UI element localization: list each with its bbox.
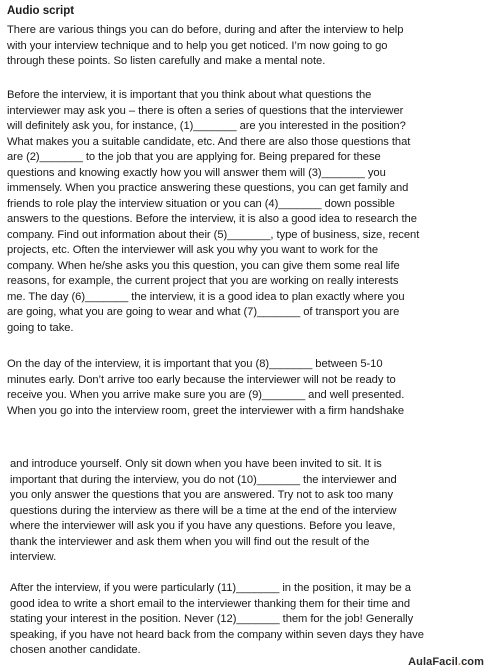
paragraph-line: questions and knowing exactly how you will answer them will (3)_______ you xyxy=(7,166,386,179)
paragraph-line: projects, etc. Often the interviewer will ask you why you want to work for the xyxy=(7,244,379,256)
paragraph-line: Before the interview, it is important that you think about what questions the xyxy=(7,89,372,101)
document-title: Audio script xyxy=(7,5,75,17)
paragraph-line: stating your interest in the position. Never (12)_______ them for the job! Generally xyxy=(10,613,414,625)
paragraph-line: answers to the questions. Before the interview, it is also a good idea to research the xyxy=(7,213,417,225)
paragraph-line: will definitely ask you, for instance, (1)_______ are you interested in the position? xyxy=(7,120,406,132)
paragraph-line: There are various things you can do before, during and after the interview to help xyxy=(7,24,404,36)
paragraph-line: interviewer may ask you – there is often a series of questions that the interviewer xyxy=(7,104,404,117)
aulafacil-logo xyxy=(408,656,484,668)
paragraph-line: you only answer the questions that you are answered. Try not to ask too many xyxy=(10,489,394,501)
paragraph-line: minutes early. Don’t arrive too early because the interviewer will not be ready to xyxy=(7,373,396,386)
paragraph-during-interview xyxy=(10,457,397,566)
paragraph-before-interview xyxy=(7,88,419,336)
paragraph-line: immensely. When you practice answering these questions, you can get family and xyxy=(7,182,409,194)
paragraph-line: through these points. So listen carefully and make a mental note. xyxy=(7,55,326,67)
logo-text-right: Facil xyxy=(432,656,458,668)
paragraph-line: are (2)_______ to the job that you are applying for. Being prepared for these xyxy=(7,151,381,163)
paragraph-line: are going, what you are going to wear and what (7)_______ of transport you are xyxy=(7,306,400,318)
paragraph-line: interview. xyxy=(10,551,57,563)
paragraph-line: good idea to write a short email to the interviewer thanking them for their time and xyxy=(10,597,411,610)
paragraph-line: What makes you a suitable candidate, etc. And there are also those questions that xyxy=(7,135,411,148)
paragraph-line: After the interview, if you were particularly (11)_______ in the position, it may be a xyxy=(10,582,411,594)
logo-dot: . xyxy=(457,656,462,668)
paragraph-line: speaking, if you have not heard back from the company within seven days they have xyxy=(10,628,424,641)
paragraph-line: where the interviewer will ask you if you have any questions. Before you leave, xyxy=(10,520,396,532)
paragraph-line: reasons, for example, the current project that you are working on really interests xyxy=(7,275,399,287)
paragraph-intro xyxy=(7,23,403,70)
paragraph-line: with your interview technique and to help you get noticed. I’m now going to go xyxy=(7,39,388,52)
paragraph-line: receive you. When you arrive make sure you are (9)_______ and well presented. xyxy=(7,389,405,401)
paragraph-line: going to take. xyxy=(7,321,74,334)
paragraph-line: questions during the interview as there will be a time at the end of the interview xyxy=(10,504,397,517)
paragraph-line: chosen another candidate. xyxy=(10,644,141,656)
paragraph-line: company. When he/she asks you this question, you can give them some real life xyxy=(7,259,400,272)
paragraph-line: important that during the interview, you do not (10)_______ the interviewer and xyxy=(10,473,397,486)
paragraph-line: and introduce yourself. Only sit down when you have been invited to sit. It is xyxy=(10,458,382,470)
logo-text-left: Aula xyxy=(408,656,433,668)
footer xyxy=(408,654,484,670)
paragraph-line: me. The day (6)_______ the interview, it is a good idea to plan exactly where you xyxy=(7,290,405,303)
paragraph-line: company. Find out information about their (5)_______, type of business, size, recent xyxy=(7,228,420,241)
paragraph-after-interview xyxy=(10,581,424,659)
paragraph-line: thank the interviewer and ask them when you will find out the result of the xyxy=(10,535,370,548)
paragraph-day-of-interview xyxy=(7,357,404,419)
paragraph-line: When you go into the interview room, greet the interviewer with a firm handshake xyxy=(7,404,405,417)
paragraph-line: friends to role play the interview situation or you can (4)_______ down possible xyxy=(7,197,395,210)
paragraph-line: On the day of the interview, it is important that you (8)_______ between 5-10 xyxy=(7,358,383,370)
logo-suffix: com xyxy=(461,656,484,668)
